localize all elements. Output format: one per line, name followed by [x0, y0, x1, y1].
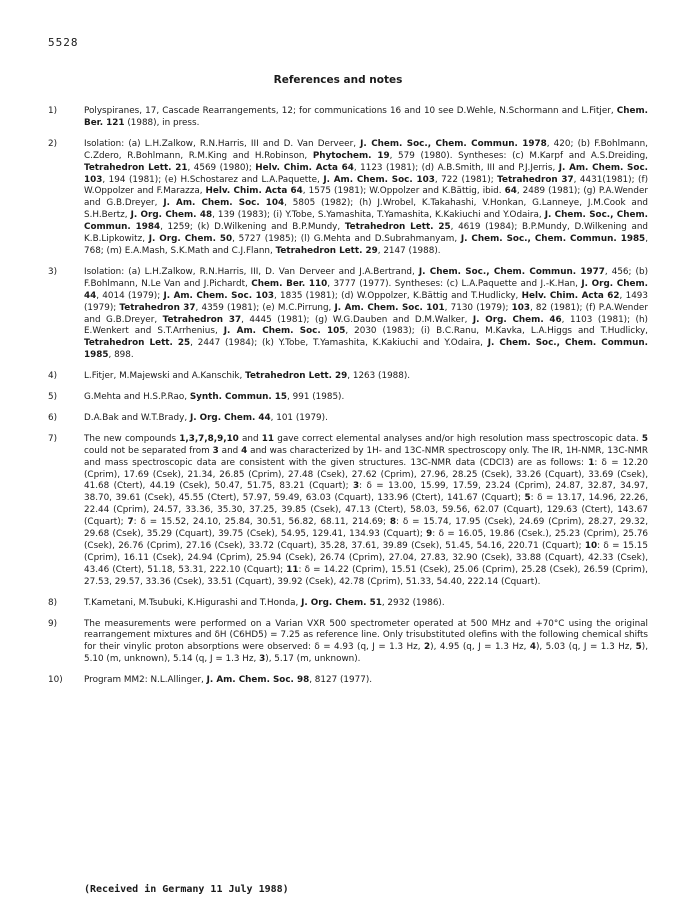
citation-bold-text: J. Chem. Soc., Chem. Commun. 1978: [360, 138, 547, 149]
citation-bold-text: 5: [524, 493, 531, 504]
reference-text: [84, 371, 410, 381]
reference-text-segment: , 1259; (k) D.Wilkening and B.P.Mundy,: [160, 222, 345, 233]
citation-bold-text: Helv. Chim. Acta 62: [521, 290, 620, 301]
reference-text-segment: ), 4.95 (q, J = 1.3 Hz,: [430, 642, 530, 653]
reference-text-segment: Isolation: (a) L.H.Zalkow, R.N.Harris, III, D. Van Derveer and J.A.Bertrand,: [84, 266, 419, 277]
reference-number: 10): [48, 675, 63, 686]
reference-text-segment: : δ = 12.20 (Cprim), 17.69 (Csek), 21.34, 26.85 (Cprim), 27.48 (Csek), 27.62 (Cprim), 27.96, 28.25 (Csek), 33.26 (Cquart), 33.69 (Csek), 41.68 (Ctert), 44.19 (Csek), 50.47, 51.75, 83.21 (Cquart);: [84, 457, 648, 492]
reference-item: [48, 371, 648, 383]
citation-bold-text: Tetrahedron 37: [119, 302, 196, 313]
reference-text-segment: , 82 (1981); (f) P.A.Wender and G.B.Dreyer,: [84, 302, 648, 325]
reference-text-segment: ), 5.17 (m, unknown).: [265, 654, 361, 665]
reference-text-segment: , 991 (1985).: [287, 392, 345, 403]
citation-bold-text: 9: [426, 529, 433, 540]
reference-text-segment: , 2447 (1984); (k) Y.Tobe, T.Yamashita, K.Kakiuchi and Y.Odaira,: [190, 338, 488, 349]
reference-text-segment: , 1575 (1981); W.Oppolzer and K.Bättig, ibid.: [302, 186, 505, 197]
citation-bold-text: 7: [127, 517, 134, 528]
citation-bold-text: J. Org. Chem. 44: [84, 278, 648, 301]
reference-text-segment: , 4569 (1980);: [187, 162, 256, 173]
reference-item: [48, 675, 648, 687]
reference-number: 7): [48, 433, 58, 444]
reference-text-segment: , 8127 (1977).: [309, 675, 373, 686]
reference-text-segment: , 1493 (1979);: [84, 290, 648, 313]
reference-text-segment: , 4359 (1981); (e) M.C.Pirrung,: [195, 302, 335, 313]
reference-text-segment: : δ = 15.52, 24.10, 25.84, 30.51, 56.82, 68.11, 214.69;: [133, 517, 390, 528]
citation-bold-text: Tetrahedron Lett. 29: [275, 245, 378, 256]
reference-text-segment: G.Mehta and H.S.P.Rao,: [84, 392, 190, 403]
citation-bold-text: 64: [504, 186, 517, 197]
citation-bold-text: J. Am. Chem. Soc. 103: [163, 290, 274, 301]
citation-bold-text: J. Am. Chem. Soc. 105: [223, 326, 346, 337]
reference-text: [84, 139, 648, 256]
citation-bold-text: Chem. Ber. 110: [251, 278, 328, 289]
citation-bold-text: J. Org. Chem. 51: [301, 597, 382, 608]
reference-text-segment: ), 5.10 (m, unknown), 5.14 (q, J = 1.3 Hz,: [84, 642, 649, 665]
citation-bold-text: 5: [641, 433, 648, 444]
citation-bold-text: J. Org. Chem. 44: [189, 412, 271, 423]
citation-bold-text: 3: [259, 654, 266, 665]
reference-number: 5): [48, 392, 58, 403]
reference-text-segment: , 456; (b) F.Bohlmann, N.Le Van and J.Pichardt,: [84, 266, 648, 289]
reference-text-segment: and was characterized by 1H- and 13C-NMR spectroscopy only. The IR, 1H-NMR, 13C-NMR and mass spectroscopic data are consistent with the given structures. 13C-NMR data (CDCl3) are as follows:: [84, 445, 648, 468]
reference-text-segment: , 4445 (1981); (g) W.G.Dauben and D.M.Walker,: [241, 314, 473, 325]
citation-bold-text: J. Am. Chem. Soc. 104: [163, 198, 285, 209]
citation-bold-text: 8: [389, 517, 397, 528]
reference-number: 1): [48, 106, 58, 116]
reference-number: 9): [48, 618, 58, 629]
reference-item: [48, 139, 648, 258]
citation-bold-text: 11: [261, 433, 275, 444]
reference-text: [84, 434, 648, 587]
citation-bold-text: 5: [635, 642, 642, 653]
citation-bold-text: 4: [241, 445, 248, 456]
citation-bold-text: J. Org. Chem. 48: [130, 210, 213, 221]
citation-bold-text: 2: [424, 642, 431, 653]
reference-text-segment: , 420; (b) F.Bohlmann, C.Zdero, R.Bohlmann, R.M.King and H.Robinson,: [84, 138, 648, 161]
reference-text-segment: , 722 (1981);: [434, 174, 498, 185]
reference-text-segment: could not be separated from: [84, 445, 213, 456]
citation-bold-text: 4: [529, 642, 536, 653]
citation-bold-text: J. Org. Chem. 46: [472, 314, 562, 325]
reference-text-segment: , 101 (1979).: [270, 412, 328, 423]
reference-item: [48, 106, 648, 130]
reference-text: [84, 619, 648, 665]
reference-text: [84, 106, 648, 128]
reference-text-segment: , 1835 (1981); (d) W.Oppolzer, K.Bättig and T.Hudlicky,: [273, 290, 522, 301]
reference-item: [48, 413, 648, 425]
citation-bold-text: Helv. Chim. Acta 64: [255, 162, 354, 173]
reference-text-segment: , 3777 (1977). Syntheses: (c) L.A.Paquette and J.-K.Han,: [327, 278, 582, 289]
reference-text-segment: and: [218, 445, 242, 456]
reference-text: [84, 392, 344, 402]
reference-text-segment: , 2147 (1988).: [377, 245, 441, 256]
citation-bold-text: Tetrahedron 37: [162, 314, 242, 325]
reference-text-segment: , 2489 (1981); (g) P.A.Wender and G.B.Dreyer,: [84, 186, 648, 209]
reference-text: [84, 675, 372, 685]
citation-bold-text: J. Am. Chem. Soc. 101: [334, 302, 445, 313]
reference-text-segment: ), 5.03 (q, J = 1.3 Hz,: [535, 642, 636, 653]
reference-text: [84, 598, 445, 608]
citation-bold-text: 3: [212, 445, 219, 456]
reference-list: [48, 106, 648, 696]
citation-bold-text: Tetrahedron Lett. 21: [84, 162, 188, 173]
reference-text-segment: , 4619 (1984); B.P.Mundy, D.Wilkening and K.B.Lipkowitz,: [84, 222, 649, 245]
citation-bold-text: Synth. Commun. 15: [189, 392, 288, 403]
reference-text-segment: : δ = 16.05, 19.86 (Csek.), 25.23 (Cprim), 25.76 (Csek), 26.76 (Cprim), 27.16 (Csek), 33.72 (Cquart), 35.28, 37.61, 39.89 (Csek), 51.45, 54.16, 220.71 (Cquart);: [84, 529, 649, 551]
citation-bold-text: 3: [353, 481, 360, 492]
reference-text-segment: L.Fitjer, M.Majewski and A.Kanschik,: [84, 371, 246, 382]
citation-bold-text: Tetrahedron Lett. 29: [245, 371, 348, 382]
reference-text-segment: : δ = 13.00, 15.99, 17.59, 23.24 (Cprim), 24.87, 32.87, 34.97, 38.70, 39.61 (Csek), 45.55 (Ctert), 57.97, 59.49, 63.03 (Cquart), 133.96 (Ctert), 141.67 (Cquart);: [84, 481, 649, 504]
reference-number: 8): [48, 597, 58, 608]
citation-bold-text: Tetrahedron 37: [497, 174, 574, 185]
reference-text-segment: : δ = 14.22 (Cprim), 15.51 (Csek), 25.06 (Cprim), 25.28 (Csek), 26.59 (Cprim), 27.53, 29.57, 33.36 (Csek), 33.51 (Cquart), 39.92 (Csek), 42.78 (Cprim), 51.33, 54.40, 222.14 (Cquart).: [84, 564, 648, 587]
citation-bold-text: Tetrahedron Lett. 25: [344, 222, 451, 233]
reference-text-segment: T.Kametani, M.Tsubuki, K.Higurashi and T.Honda,: [84, 597, 302, 608]
reference-text-segment: and: [238, 433, 262, 444]
reference-item: [48, 392, 648, 404]
reference-number: 3): [48, 266, 58, 277]
reference-text-segment: : δ = 15.74, 17.95 (Csek), 24.69 (Cprim), 28.27, 29.32, 29.68 (Csek), 35.29 (Cquart), 39.75 (Csek), 54.95, 129.41, 134.93 (Cquart);: [84, 517, 648, 540]
reference-text-segment: , 898.: [108, 350, 134, 361]
citation-bold-text: 1,3,7,8,9,10: [179, 433, 239, 444]
reference-text-segment: , 579 (1980). Syntheses: (c) M.Karpf and A.S.Dreiding,: [389, 150, 648, 161]
reference-text-segment: , 5727 (1985); (l) G.Mehta and D.Subrahmanyam,: [232, 234, 461, 245]
citation-bold-text: J. Am. Chem. Soc. 103: [84, 162, 648, 185]
reference-number: 2): [48, 138, 58, 149]
reference-text-segment: , 7130 (1979);: [444, 302, 512, 313]
reference-text-segment: , 2030 (1983); (i) B.C.Ranu, M.Kavka, L.A.Higgs and T.Hudlicky,: [345, 326, 648, 337]
reference-text-segment: , 1103 (1981); (h) E.Wenkert and S.T.Arrhenius,: [84, 314, 648, 337]
reference-text-segment: , 768; (m) E.A.Mash, S.K.Math and C.J.Flann,: [84, 234, 648, 256]
page-number: 5528: [48, 36, 79, 49]
reference-text-segment: , 4431(1981); (f) W.Oppolzer and F.Marazza,: [84, 174, 648, 197]
reference-text-segment: : δ = 15.15 (Cprim), 16.11 (Csek), 24.94 (Cprim), 25.94 (Csek), 26.74 (Cprim), 27.04, 27.83, 32.90 (Csek), 33.88 (Cquart), 42.33 (Csek), 43.46 (Ctert), 51.18, 53.31, 222.10 (Cquart);: [84, 541, 648, 575]
reference-text-segment: , 1263 (1988).: [347, 371, 411, 382]
reference-number: 6): [48, 412, 58, 423]
citation-bold-text: J. Chem. Soc., Chem. Commun. 1985: [460, 234, 646, 245]
reference-text-segment: The new compounds: [84, 433, 180, 444]
citation-bold-text: Tetrahedron Lett. 25: [84, 338, 191, 349]
citation-bold-text: J. Chem. Soc., Chem. Commun. 1984: [84, 210, 648, 233]
reference-item: [48, 267, 648, 362]
reference-item: [48, 434, 648, 589]
citation-bold-text: J. Chem. Soc., Chem. Commun. 1977: [418, 266, 605, 277]
reference-text-segment: , 4014 (1979);: [96, 290, 164, 301]
citation-bold-text: 10: [584, 541, 598, 551]
reference-text-segment: (1988), in press.: [124, 117, 200, 128]
reference-text-segment: gave correct elemental analyses and/or high resolution mass spectroscopic data.: [274, 433, 642, 444]
reference-text-segment: Polyspiranes, 17, Cascade Rearrangements, 12; for communications 16 and 10 see D.Wehle, N.Schormann and L.Fitjer,: [84, 106, 617, 116]
reference-item: [48, 598, 648, 610]
reference-text-segment: , 194 (1981); (e) H.Schostarez and L.A.Paquette,: [102, 174, 324, 185]
reference-text-segment: Isolation: (a) L.H.Zalkow, R.N.Harris, III and D. Van Derveer,: [84, 138, 361, 149]
citation-bold-text: Chem. Ber. 121: [84, 106, 648, 128]
citation-bold-text: J. Chem. Soc., Chem. Commun. 1985: [84, 338, 649, 361]
reference-text-segment: D.A.Bak and W.T.Brady,: [84, 412, 190, 423]
citation-bold-text: 1: [588, 457, 595, 468]
reference-text-segment: The measurements were performed on a Varian VXR 500 spectrometer operated at 500 MHz and +70°C using the original rearrangement mixtures and δH (C6HD5) = 7.25 as reference line. Only trisubstituted olefins with the following chemical shifts for their vinylic proton absorptions were observed: δ = 4.93 (q, J = 1.3 Hz,: [84, 618, 648, 653]
citation-bold-text: Phytochem. 19: [312, 150, 390, 161]
reference-text-segment: Program MM2: N.L.Allinger,: [84, 675, 207, 686]
section-heading: References and notes: [273, 74, 403, 86]
reference-text: [84, 267, 648, 360]
citation-bold-text: J. Am. Chem. Soc. 98: [206, 675, 310, 686]
reference-text-segment: : δ = 13.17, 14.96, 22.26, 22.44 (Cprim), 24.57, 33.36, 35.30, 37.25, 39.85 (Csek), 47.13 (Ctert), 58.03, 59.56, 62.07 (Cquart), 129.63 (Ctert), 143.67 (Cquart);: [84, 493, 649, 528]
citation-bold-text: J. Org. Chem. 50: [148, 234, 233, 245]
reference-number: 4): [48, 371, 58, 382]
reference-text-segment: , 1123 (1981); (d) A.B.Smith, III and P.J.Jerris,: [353, 162, 559, 173]
reference-text-segment: , 2932 (1986).: [381, 597, 445, 608]
reference-text-segment: , 139 (1983); (i) Y.Tobe, S.Yamashita, T.Yamashita, K.Kakiuchi and Y.Odaira,: [212, 210, 545, 221]
citation-bold-text: 11: [286, 564, 299, 575]
received-date: (Received in Germany 11 July 1988): [84, 884, 289, 895]
citation-bold-text: J. Am. Chem. Soc. 103: [323, 174, 435, 185]
reference-text: [84, 413, 328, 423]
citation-bold-text: 103: [511, 302, 530, 313]
citation-bold-text: Helv. Chim. Acta 64: [205, 186, 303, 197]
reference-text-segment: , 5805 (1982); (h) J.Wrobel, K.Takahashi, V.Honkan, G.Lanneye, J.M.Cook and S.H.Bertz,: [84, 198, 648, 221]
reference-item: [48, 619, 648, 667]
